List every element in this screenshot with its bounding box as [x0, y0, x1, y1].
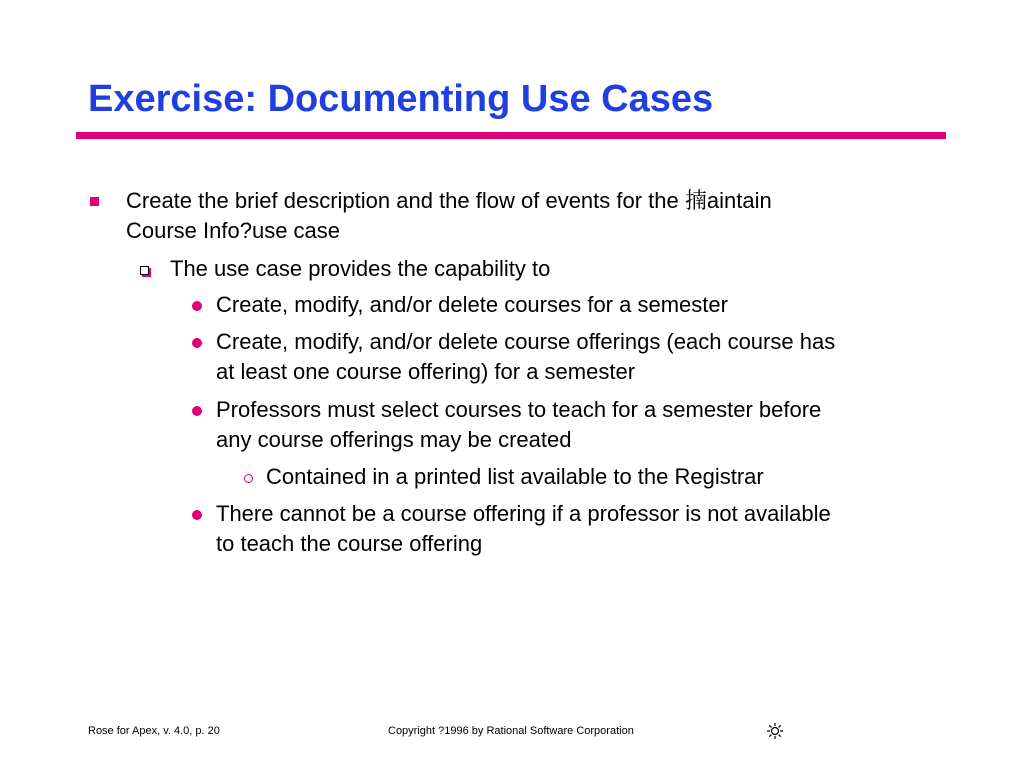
dot-bullet-icon: [192, 406, 202, 416]
bullet-1-1-4-line-2: to teach the course offering: [216, 531, 483, 556]
bullet-1-line-2: Course Info?use case: [126, 218, 341, 243]
dot-bullet-icon: [192, 338, 202, 348]
footer-copyright: Copyright ?1996 by Rational Software Corporation: [388, 725, 634, 737]
title-divider: [76, 132, 946, 139]
ring-bullet-icon: [244, 474, 253, 483]
footer-page-info: Rose for Apex, v. 4.0, p. 20: [88, 725, 220, 737]
hollow-square-bullet-icon: [140, 266, 149, 275]
bullet-1-1-3-1: Contained in a printed list available to the Registrar: [266, 464, 764, 489]
bullet-1-line-1: Create the brief description and the flow of events for the 揇aintain: [126, 188, 772, 213]
bullet-1-1-3-line-2: any course offerings may be created: [216, 427, 572, 452]
dot-bullet-icon: [192, 510, 202, 520]
square-bullet-icon: [90, 197, 99, 206]
bullet-1-1-2-line-2: at least one course offering) for a semester: [216, 359, 636, 384]
bullet-1-1-4-line-1: There cannot be a course offering if a professor is not available: [216, 501, 831, 526]
dot-bullet-icon: [192, 301, 202, 311]
bullet-1-1-2-line-1: Create, modify, and/or delete course offerings (each course has: [216, 329, 836, 354]
bullet-1-1-1: Create, modify, and/or delete courses for a semester: [216, 292, 728, 317]
sun-icon: [766, 722, 784, 740]
bullet-1-1-3-line-1: Professors must select courses to teach for a semester before: [216, 397, 822, 422]
bullet-1-1: The use case provides the capability to: [170, 256, 551, 281]
slide-title: Exercise: Documenting Use Cases: [88, 78, 714, 120]
